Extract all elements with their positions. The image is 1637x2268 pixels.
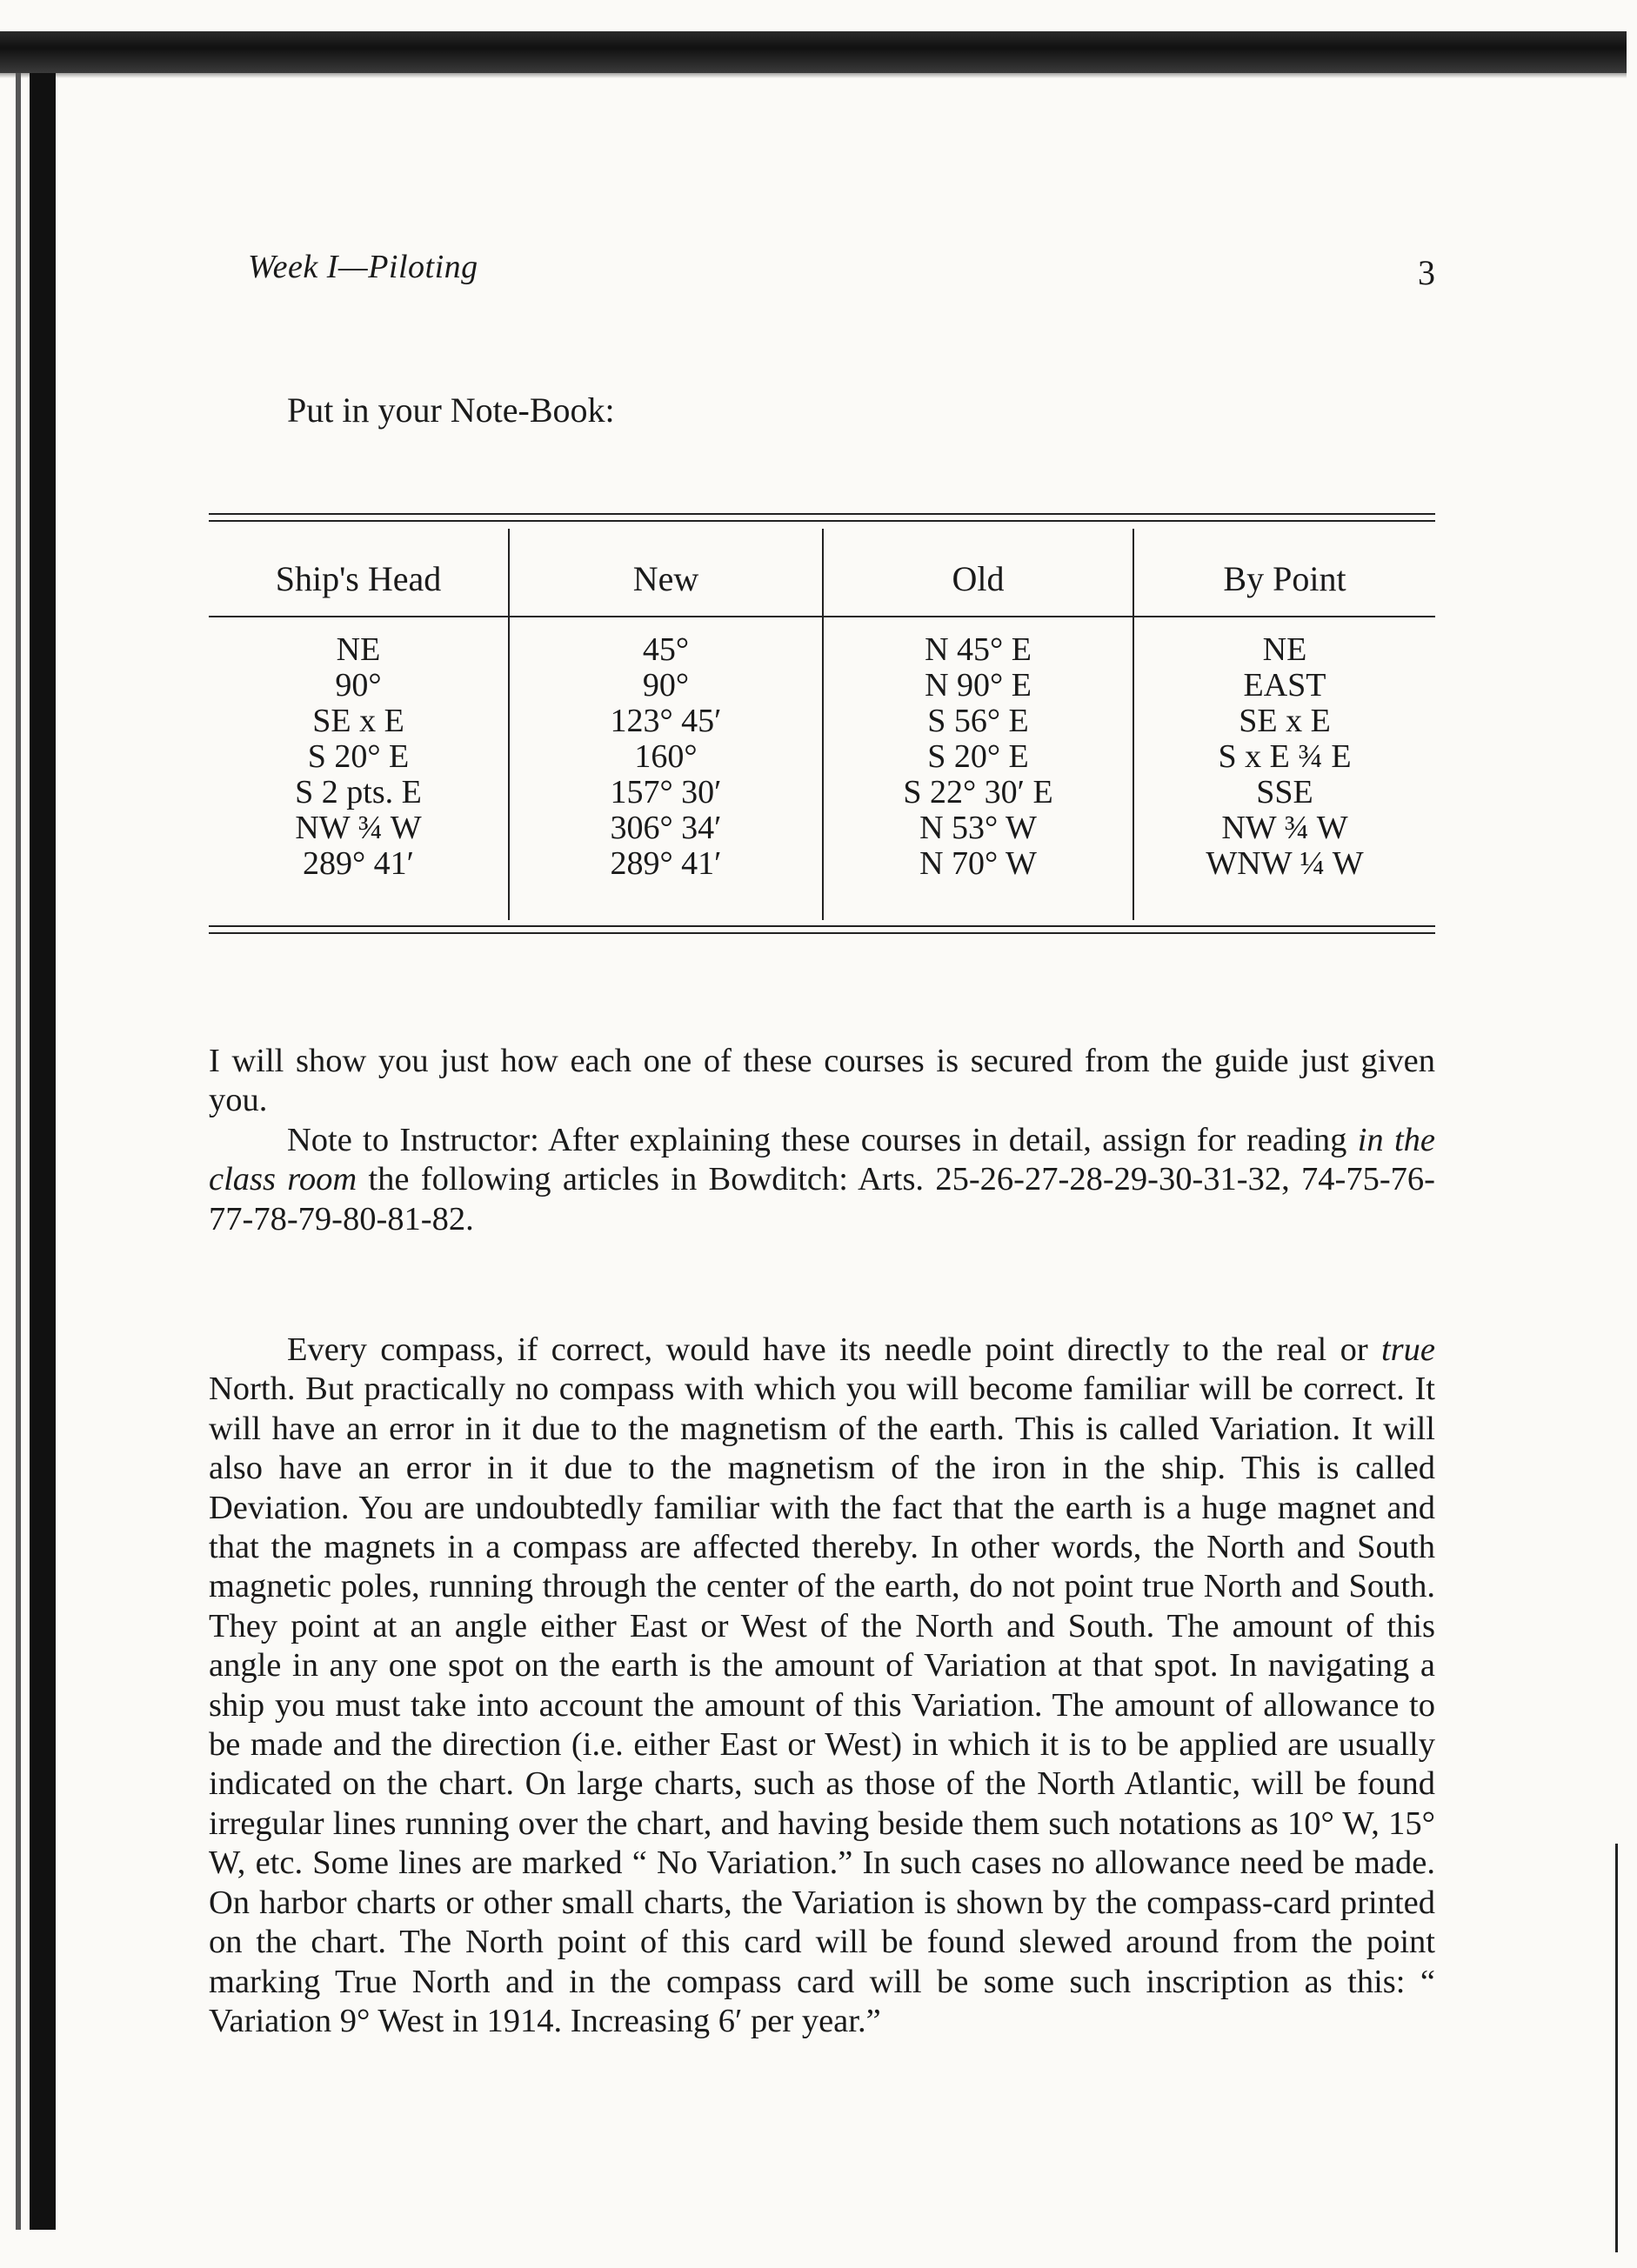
table-cell: 45°	[642, 631, 690, 668]
table-cell: 306° 34′	[610, 810, 722, 846]
table-cell: SSE	[1256, 774, 1313, 810]
table-cell: EAST	[1243, 667, 1326, 704]
table-cell: NE	[1262, 631, 1307, 668]
table-cell: WNW ¼ W	[1206, 845, 1364, 882]
table-cell: S 22° 30′ E	[903, 774, 1053, 810]
table-cell: SE x E	[1239, 703, 1331, 739]
table-cell: S 2 pts. E	[295, 774, 422, 810]
variation-tail: North. But practically no compass with which you will become familiar will be correct. It will have an error in it due to the magnetism of the earth. This is called Variation. It will also have an error in it due to the magnetism of the iron in the ship. This is called Deviation. You are undoubtedly familiar with the fact that the earth is a huge magnet and that the magnets in a compass are affected thereby. In other words, the North and South magnetic poles, running through the center of the earth, do not point true North and South. They point at an angle either East or West of the North and South. The amount of this angle in any one spot on the earth is the amount of Variation at that spot. In navigating a ship you must take into account the amount of this Variation. The amount of allowance to be made and the direction (i.e. either East or West) in which it is to be applied are usually indicated on the chart. On large charts, such as those of the North Atlantic, will be found irregular lines running over the chart, and having beside them such notations as 10° W, 15° W, etc. Some lines are marked “ No Variation.” In such cases no allowance need be made. On harbor charts or other small charts, the Variation is shown by the compass-card printed on the chart. The North point of this card will be found slewed around from the point marking True North and in the compass card will be some such inscription as this: “ Variation 9° West in 1914. Increasing 6′ per year.”	[209, 1371, 1435, 2039]
paragraph-variation	[209, 1331, 1435, 2041]
scan-edge-left	[30, 73, 56, 2230]
table-cell: NE	[336, 631, 381, 668]
table-rule-top-1	[209, 513, 1435, 515]
paragraph-text: I will show you just how each one of these courses is secured from the guide just given you.	[209, 1043, 1435, 1119]
table-cell: 160°	[634, 738, 698, 775]
col-ships-head	[209, 632, 508, 882]
table-rule-bottom-1	[209, 925, 1435, 927]
running-head: Week I—Piloting	[248, 249, 478, 285]
scan-edge-right	[1615, 1844, 1618, 2252]
variation-lead: Every compass, if correct, would have its needle point directly to the real or	[287, 1331, 1381, 1368]
note-italic: in the class room	[209, 1121, 1435, 1198]
col-header-new: New	[632, 559, 699, 598]
paragraph-show-courses	[209, 1042, 1435, 1239]
variation-text	[209, 1331, 1435, 2041]
table-cell: S 20° E	[307, 738, 410, 775]
col-old	[824, 632, 1133, 882]
table-cell: N 90° E	[925, 667, 1032, 704]
note-lead: Note to Instructor: After explaining these courses in detail, assign for reading	[287, 1121, 1358, 1158]
table-cell: N 53° W	[919, 810, 1037, 846]
variation-italic: true	[1380, 1331, 1435, 1368]
table-cell: S 20° E	[927, 738, 1029, 775]
course-table	[209, 513, 1435, 939]
table-rule-top-2	[209, 520, 1435, 522]
intro-text: Put in your Note-Book:	[287, 390, 615, 430]
table-cell: 289° 41′	[610, 845, 722, 882]
col-header-old: Old	[952, 559, 1005, 598]
table-cell: 90°	[335, 667, 382, 704]
scan-edge-top	[0, 31, 1627, 73]
table-cell: NW ¾ W	[1221, 810, 1348, 846]
table-cell: 157° 30′	[610, 774, 722, 810]
table-cell: N 45° E	[925, 631, 1032, 668]
table-cell: N 70° W	[919, 845, 1037, 882]
col-header-ships-head: Ship's Head	[275, 559, 442, 598]
col-new	[510, 632, 822, 882]
table-cell: S 56° E	[927, 703, 1029, 739]
page-number: 3	[1418, 253, 1435, 292]
table-cell: 123° 45′	[610, 703, 722, 739]
table-cell: 289° 41′	[302, 845, 414, 882]
table-cell: 90°	[642, 667, 690, 704]
table-rule-bottom-2	[209, 932, 1435, 934]
scan-edge-left-thin	[16, 73, 21, 2230]
note-tail: the following articles in Bowditch: Arts. 25-26-27-28-29-30-31-32, 74-75-76-77-78-79-80-81-82.	[209, 1161, 1436, 1237]
col-by-point	[1134, 632, 1435, 882]
col-header-by-point: By Point	[1223, 559, 1346, 598]
table-cell: SE x E	[312, 703, 404, 739]
table-cell: NW ¾ W	[295, 810, 422, 846]
instructor-note	[209, 1121, 1435, 1239]
table-cell: S x E ¾ E	[1218, 738, 1352, 775]
